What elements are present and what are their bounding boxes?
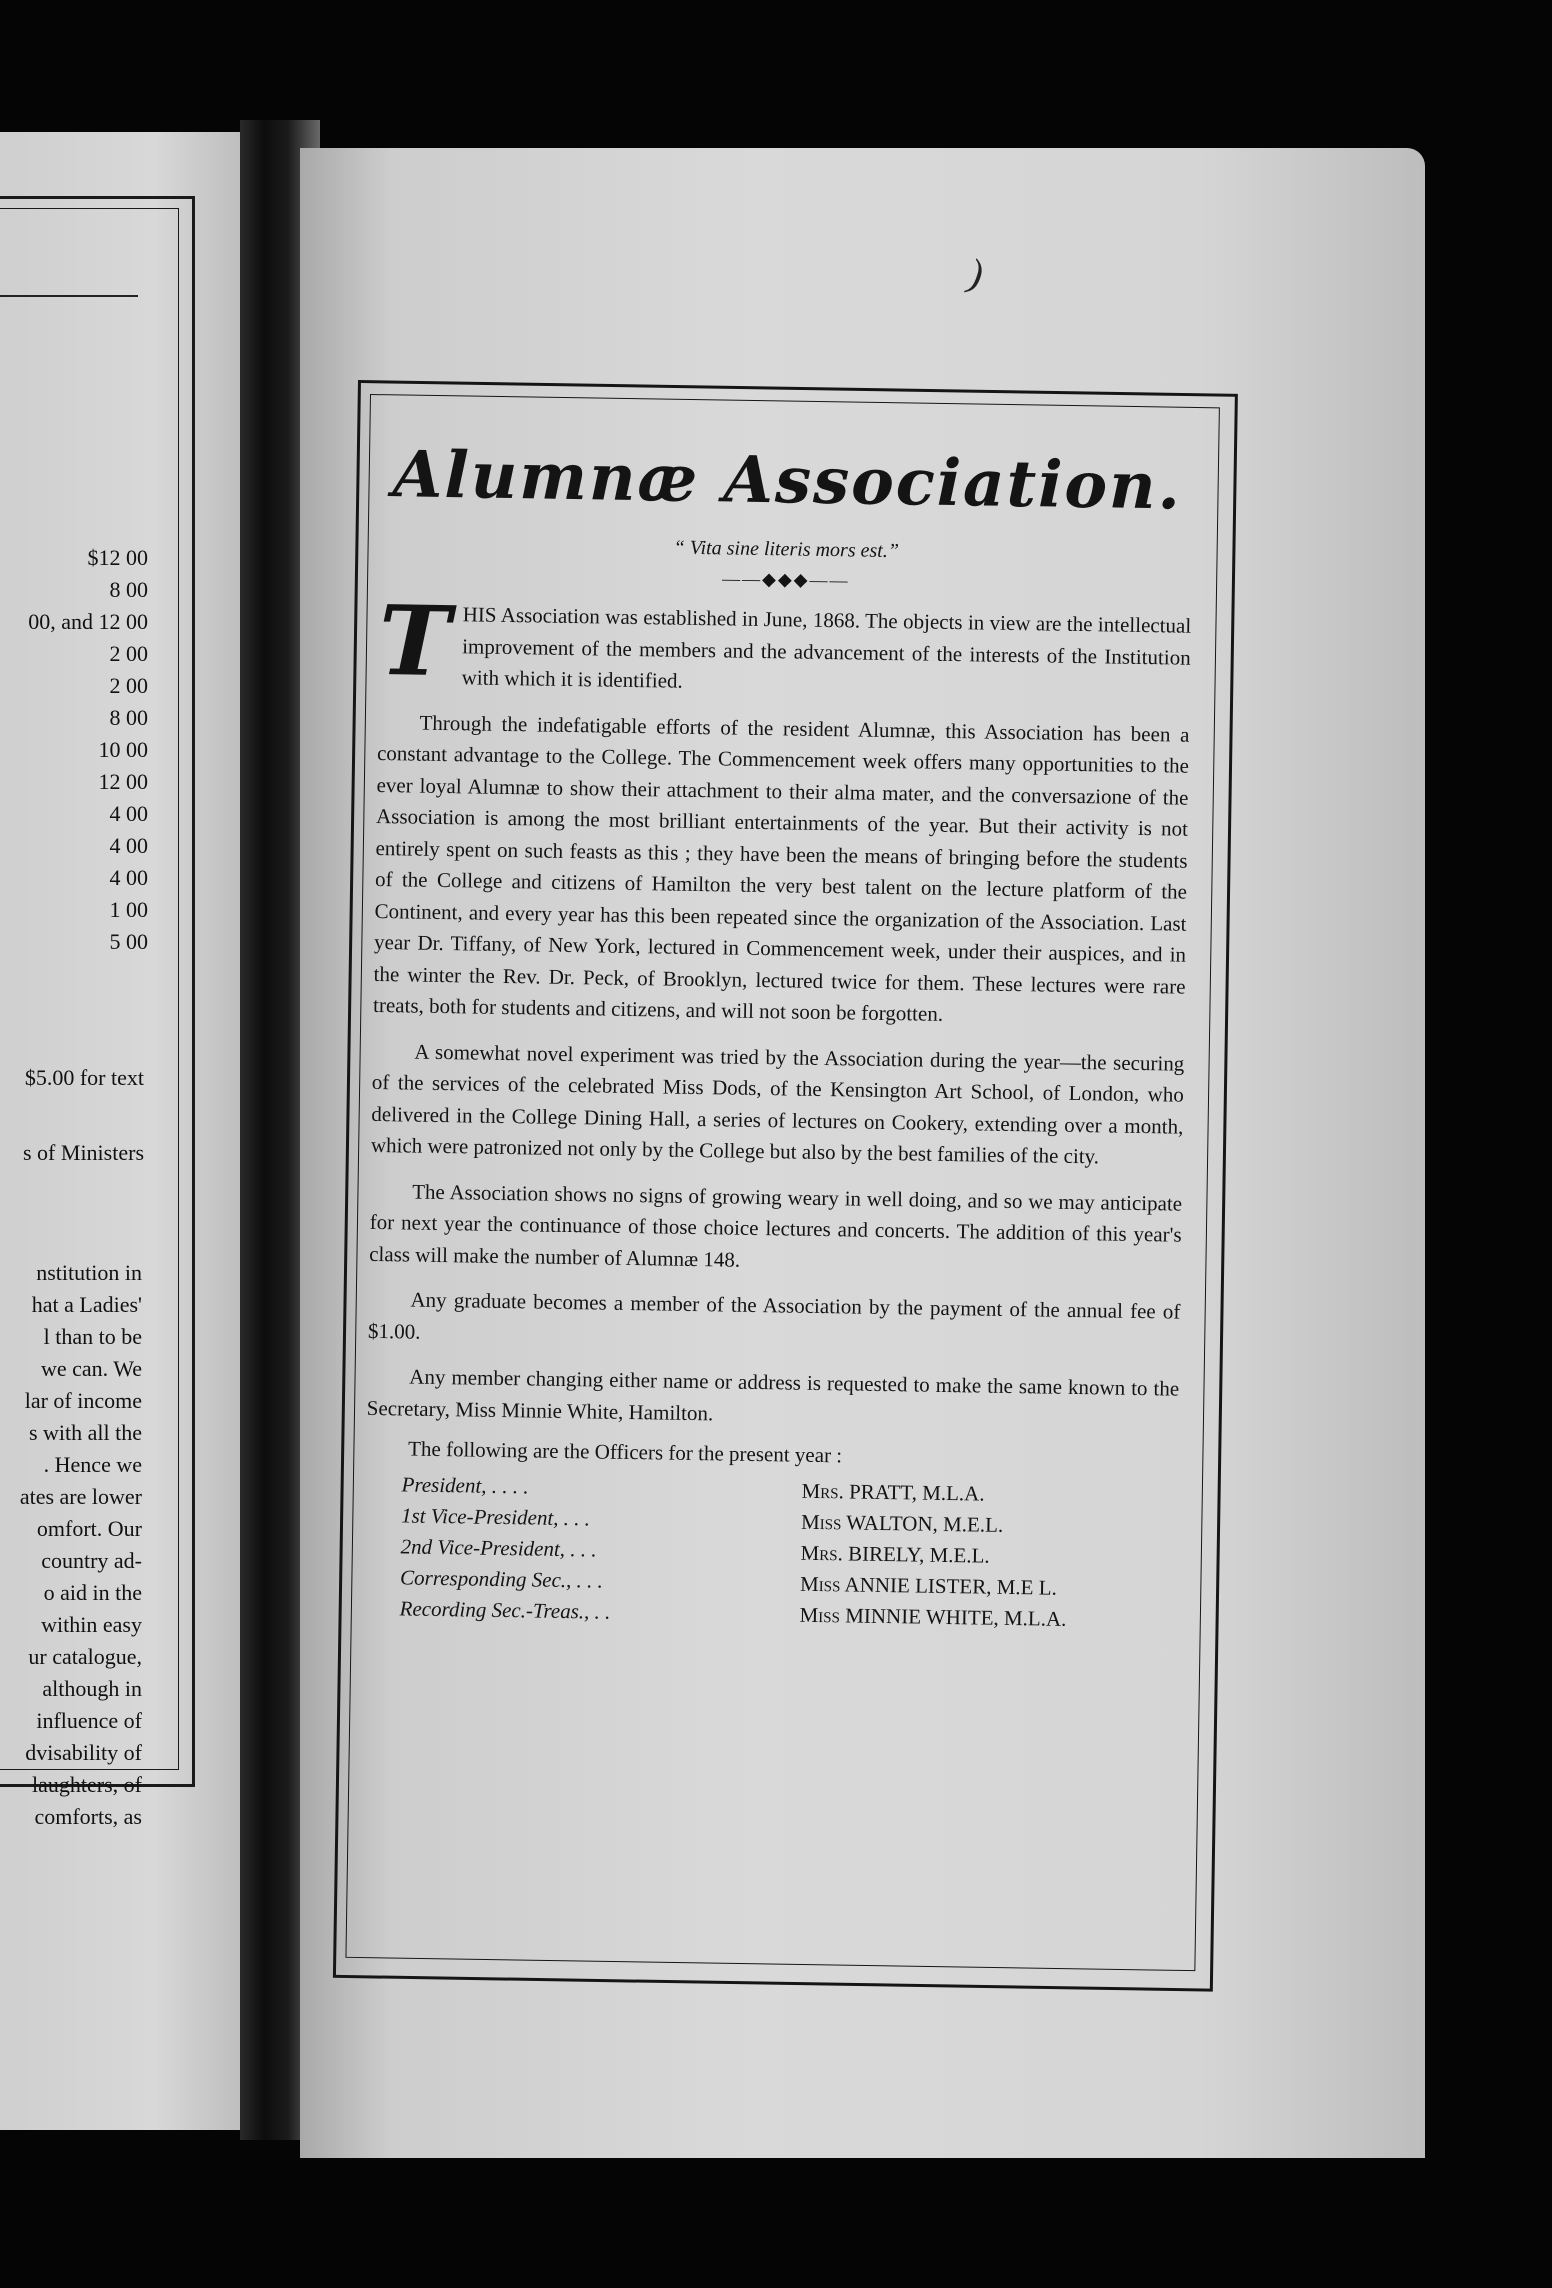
drop-cap: T: [377, 584, 452, 699]
price-line: 8 00: [109, 705, 148, 730]
left-body-line: hat a Ladies': [31, 1292, 142, 1317]
left-body-line: although in: [42, 1676, 142, 1701]
pencil-mark: ): [962, 250, 991, 297]
left-body-line: . Hence we: [43, 1452, 142, 1477]
left-body-line: laughters, of: [32, 1772, 142, 1797]
left-body-line: comforts, as: [34, 1804, 142, 1829]
officer-name: Miss ANNIE LISTER, M.E L.: [799, 1572, 1058, 1601]
price-line: 1 00: [109, 897, 148, 922]
officers-intro: The following are the Officers for the present year :: [407, 1436, 843, 1468]
leader-dots: . . .: [570, 1537, 597, 1562]
price-line: 4 00: [109, 833, 148, 858]
price-line: 2 00: [109, 641, 148, 666]
officer-title: President, . . . .: [401, 1472, 529, 1499]
left-body-line: s with all the: [28, 1420, 142, 1445]
left-page-rule: [0, 295, 138, 297]
paragraph-intro-text: HIS Association was established in June, 1868. The objects in view are the intellectual improvement of the members and the advancement of the interests of the Institution with which it is identified.: [461, 602, 1192, 694]
paragraph-growth: The Association shows no signs of growing weary in well doing, and so we may anticipate for next year the continuance of those choice lectures and concerts. The addition of this year's class will make the number of Alumnæ 148.: [369, 1179, 1183, 1272]
left-note-line: $5.00 for text: [24, 1065, 144, 1090]
paragraph-membership: Any graduate becomes a member of the Association by the payment of the annual fee of $1.00.: [367, 1287, 1181, 1344]
leader-dots: . . .: [576, 1568, 604, 1593]
left-body-line: lar of income: [24, 1388, 142, 1413]
motto: “ Vita sine literis mors est.”: [673, 536, 900, 563]
ornament-divider: ——◆◆◆——: [721, 568, 850, 591]
price-line: 4 00: [109, 865, 148, 890]
price-line: 00, and 12 00: [28, 609, 148, 634]
left-body-line: dvisability of: [25, 1740, 142, 1765]
page-title: Alumnæ Association.: [392, 437, 1183, 525]
left-body-line: o aid in the: [43, 1580, 142, 1605]
paragraph-address-change: Any member changing either name or address is requested to make the same known to the Secretary, Miss Minnie White, Hamilton.: [366, 1364, 1180, 1426]
officer-name: Mrs. PRATT, M.L.A.: [801, 1479, 985, 1506]
leader-dots: . .: [594, 1599, 611, 1625]
price-line: 10 00: [98, 737, 148, 762]
officers-list: [399, 1470, 1068, 1635]
left-body-line: nstitution in: [36, 1260, 142, 1285]
left-body-line: country ad-: [41, 1548, 142, 1573]
price-line: 4 00: [109, 801, 148, 826]
officer-title: 2nd Vice-President, . . .: [400, 1534, 597, 1562]
price-line: 8 00: [109, 577, 148, 602]
article: [363, 437, 1194, 1637]
officer-name: Mrs. BIRELY, M.E.L.: [800, 1541, 990, 1569]
officer-title: 1st Vice-President, . . .: [400, 1503, 591, 1531]
leader-dots: . . . .: [491, 1474, 529, 1499]
paragraph-intro: [377, 584, 1192, 705]
officer-name: Miss WALTON, M.E.L.: [800, 1510, 1004, 1538]
price-line: 12 00: [98, 769, 148, 794]
left-note-line: s of Ministers: [23, 1140, 144, 1165]
paragraph-activities: Through the indefatigable efforts of the resident Alumnæ, this Association has been a constant advantage to the College. The Commencement week offers many opportunities to the ever loyal Alumnæ to show their attachment to their alma mater, and the conversazione of the Association is among the most brilliant entertainments of the year. But their activity is not entirely spent on such feasts as this ; they have been the means of bringing before the students of the College and citizens of Hamilton the very best talent on the lecture platform of the Continent, and every year has this been repeated since the organization of the Association. Last year Dr. Tiffany, of New York, lectured in Commencement week, under their auspices, and in the winter the Rev. Dr. Peck, of Brooklyn, lectured twice for them. These lectures were rare treats, both for students and citizens, and will not soon be forgotten.: [372, 710, 1190, 1027]
price-line: $12 00: [87, 545, 148, 570]
left-body-line: ates are lower: [19, 1484, 142, 1509]
left-body-line: ur catalogue,: [28, 1644, 142, 1669]
officer-title: Recording Sec.-Treas., . .: [399, 1596, 611, 1625]
price-line: 2 00: [109, 673, 148, 698]
left-body-line: we can. We: [40, 1356, 142, 1381]
left-body-line: influence of: [36, 1708, 142, 1733]
officer-name: Miss MINNIE WHITE, M.L.A.: [799, 1603, 1067, 1632]
paragraph-experiment: A somewhat novel experiment was tried by the Association during the year—the securing of the services of the celebrated Miss Dods, of the Kensington Art School, of London, who delivered in the College Dining Hall, a series of lectures on Cookery, extending over a month, which were patronized not only by the College but also by the best families of the city.: [370, 1039, 1185, 1169]
price-line: 5 00: [109, 929, 148, 954]
left-body-line: omfort. Our: [36, 1516, 142, 1541]
left-body-line: l than to be: [43, 1324, 142, 1349]
officer-title: Corresponding Sec., . . .: [399, 1565, 604, 1593]
left-body-line: within easy: [41, 1612, 142, 1637]
leader-dots: . . .: [563, 1506, 591, 1531]
